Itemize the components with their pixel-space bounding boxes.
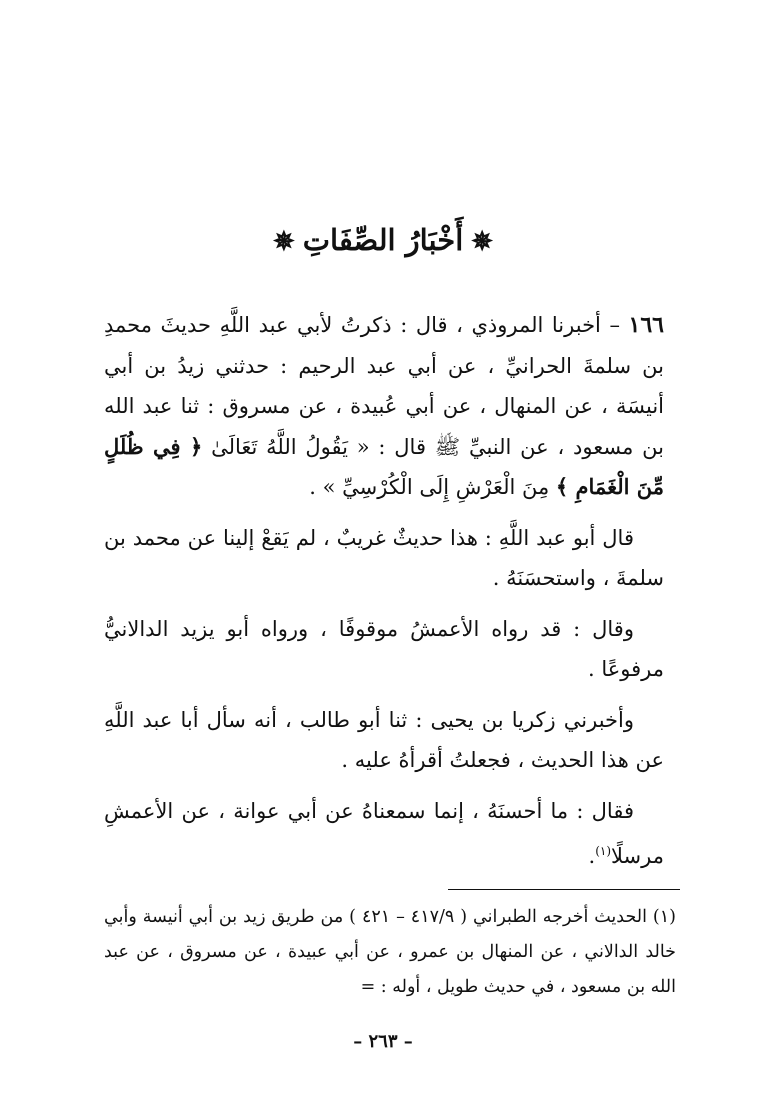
- paragraph-text: فقال : ما أحسنَهُ ، إنما سمعناهُ عن أبي عوانة ، عن الأعمشِ مرسلًا: [104, 798, 664, 868]
- page-number: – ٢٦٣ –: [353, 1031, 413, 1052]
- paragraph-hadith-166: [104, 305, 664, 508]
- paragraph: [104, 791, 664, 877]
- heading-title: أَخْبَارُ الصِّفَاتِ: [302, 223, 464, 257]
- star-ornament-icon: ✵: [272, 227, 295, 257]
- paragraph-text: أخبرنا المروذي ، قال : ذكرتُ لأبي عبد اللَّهِ حديثَ محمدِ بن سلمةَ الحرانيِّ ، عن أبي عبد الرحيم : حدثني زيدُ بن أبي أنيسَة ، عن المنهال ، عن أبي عُبيدة ، عن مسروق : ثنا عبد الله بن مسعود ، عن النبيِّ ﷺ قال : « يَقُولُ اللَّهُ تَعَالَىٰ: [104, 313, 665, 459]
- section-heading: [0, 215, 766, 267]
- quran-quote: ﴿ فِي ظُلَلٍ مِّنَ الْغَمَامِ ﴾: [104, 433, 664, 499]
- star-ornament-icon: ✵: [471, 227, 494, 257]
- footnote-text: (١) الحديث أخرجه الطبراني ( ٤١٧/٩ – ٤٢١ ) من طريق زيد بن أبي أنيسة وأبي خالد الدالاني ، عن المنهال بن عمرو ، عن أبي عبيدة ، عن مسروق ، عن عبد الله بن مسعود ، في حديث طويل ، أوله : =: [104, 907, 676, 997]
- paragraph: وقال : قد رواه الأعمشُ موقوفًا ، ورواه أبو يزيد الدالانيُّ مرفوعًا .: [104, 616, 664, 681]
- footnote-marker[interactable]: (١): [595, 844, 612, 858]
- paragraph: وأخبرني زكريا بن يحيى : ثنا أبو طالب ، أنه سأل أبا عبد اللَّهِ عن هذا الحديث ، فجعلتُ أقرأهُ عليه .: [104, 707, 664, 772]
- main-text: [104, 305, 664, 877]
- footnote-divider: [448, 889, 680, 890]
- paragraph-text: مِنَ الْعَرْشِ إِلَى الْكُرْسِيِّ » .: [309, 475, 556, 499]
- hadith-number: ١٦٦: [628, 312, 664, 338]
- footnote-area: [104, 900, 676, 1005]
- paragraph: قال أبو عبد اللَّهِ : هذا حديثٌ غريبٌ ، لم يَقعْ إلينا عن محمد بن سلمةَ ، واستحسَنَهُ .: [104, 525, 664, 590]
- paragraph-end: .: [588, 844, 596, 868]
- number-dash: –: [600, 313, 629, 337]
